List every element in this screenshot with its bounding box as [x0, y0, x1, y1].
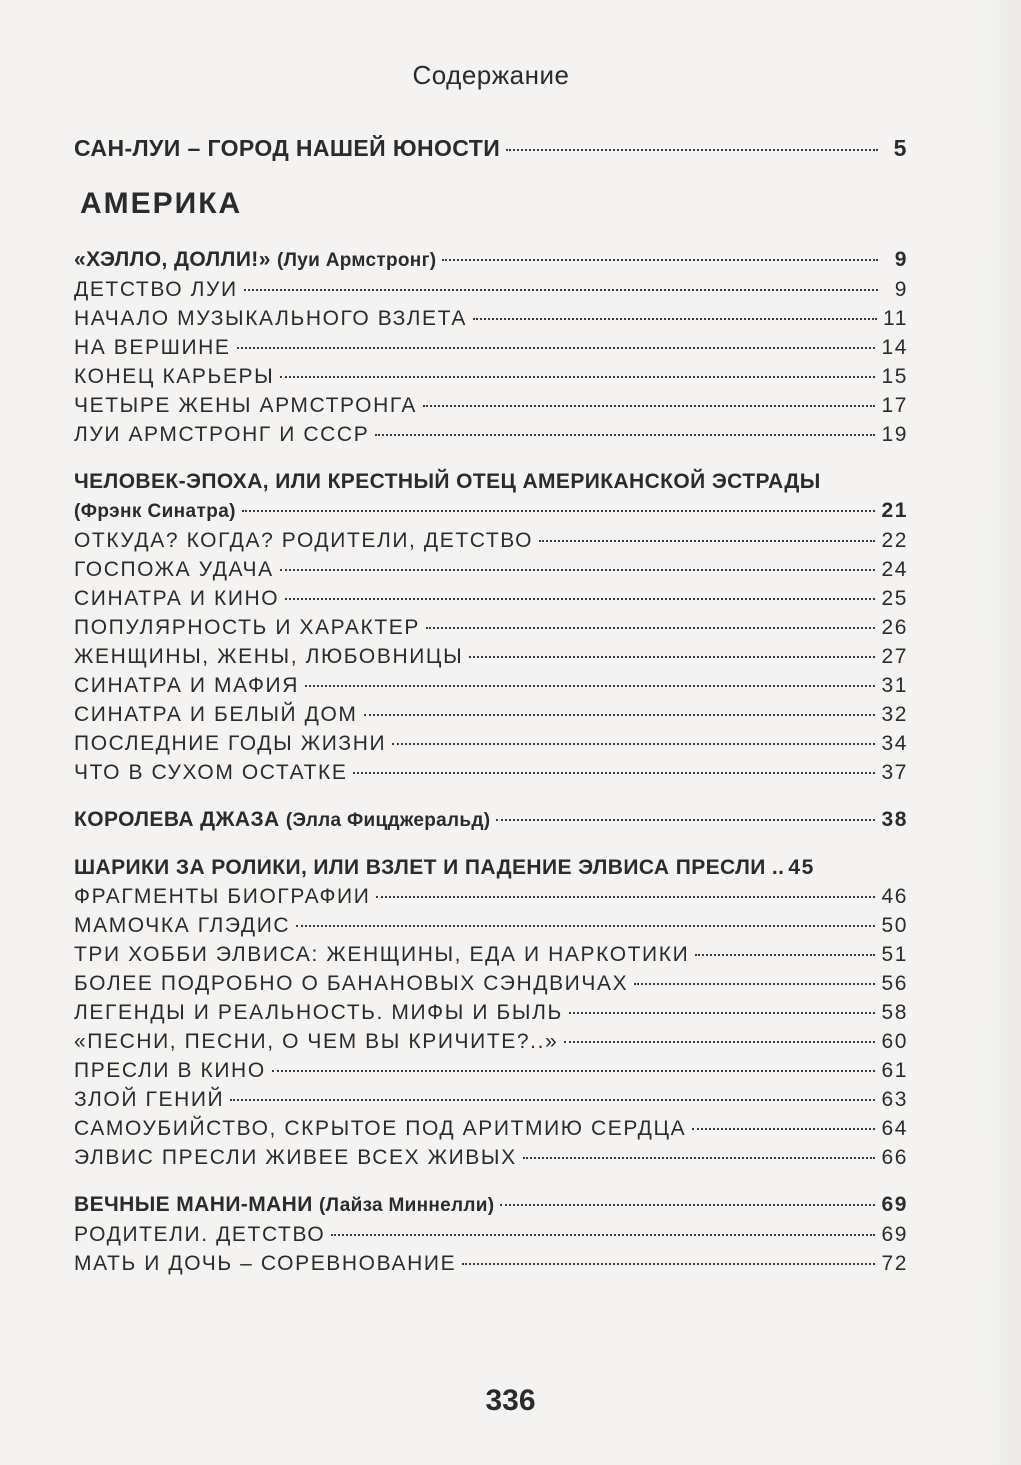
toc-entry[interactable]: [74, 1085, 908, 1114]
dot-leader: [634, 983, 875, 985]
toc-entry-page: 22: [881, 529, 908, 552]
toc-entry[interactable]: [74, 911, 908, 940]
toc-entry-title: БОЛЕЕ ПОДРОБНО О БАНАНОВЫХ СЭНДВИЧАХ: [74, 972, 629, 995]
toc-entry-title: САН-ЛУИ – ГОРОД НАШЕЙ ЮНОСТИ: [74, 135, 501, 161]
toc-entry-page: 37: [881, 761, 908, 784]
chapter-title: «ХЭЛЛО, ДОЛЛИ!» (Луи Армстронг): [74, 248, 437, 271]
toc-entry-title: ПРЕСЛИ В КИНО: [74, 1059, 266, 1082]
toc-entry[interactable]: [74, 555, 908, 584]
dot-leader: [364, 714, 876, 716]
toc-entry-title: ЖЕНЩИНЫ, ЖЕНЫ, ЛЮБОВНИЦЫ: [74, 645, 464, 668]
dot-leader: [506, 149, 878, 151]
toc-entry-page: 66: [881, 1146, 908, 1169]
dot-leader: [695, 954, 875, 956]
toc-entry[interactable]: [74, 333, 908, 362]
toc-entry-title: ФРАГМЕНТЫ БИОГРАФИИ: [74, 885, 371, 908]
toc-entry[interactable]: [74, 1114, 908, 1143]
toc-entry-page: 72: [881, 1252, 908, 1275]
toc-entry-page: 14: [881, 336, 908, 359]
toc-entry-title: СИНАТРА И МАФИЯ: [74, 674, 300, 697]
table-of-contents: [74, 60, 908, 1278]
dot-leader: [392, 743, 875, 745]
toc-entry-page: 11: [883, 307, 908, 330]
toc-entry-title: ЛЕГЕНДЫ И РЕАЛЬНОСТЬ. МИФЫ И БЫЛЬ: [74, 1001, 563, 1024]
dot-leader: [469, 656, 875, 658]
toc-entry-page: 24: [881, 558, 908, 581]
chapter-title: ШАРИКИ ЗА РОЛИКИ, ИЛИ ВЗЛЕТ И ПАДЕНИЕ ЭЛВИСА ПРЕСЛИ ..: [74, 856, 785, 879]
dot-leader: [500, 1204, 875, 1206]
chapter-heading[interactable]: [74, 496, 908, 526]
toc-entry-title: ДЕТСТВО ЛУИ: [74, 278, 238, 301]
toc-entry[interactable]: [74, 969, 908, 998]
chapter-heading[interactable]: [74, 1190, 908, 1220]
dot-leader: [462, 1263, 875, 1265]
toc-entry-title: ТРИ ХОББИ ЭЛВИСА: ЖЕНЩИНЫ, ЕДА И НАРКОТИКИ: [74, 943, 690, 966]
toc-entry-title: МАМОЧКА ГЛЭДИС: [74, 914, 291, 937]
chapter-sinatra: [74, 467, 908, 787]
toc-entry-title: ЗЛОЙ ГЕНИЙ: [74, 1088, 225, 1111]
chapter-title: ВЕЧНЫЕ МАНИ-МАНИ (Лайза Миннелли): [74, 1193, 495, 1216]
chapter-fitzgerald: [74, 805, 908, 835]
toc-entry-page: 50: [881, 914, 908, 937]
toc-entry[interactable]: [74, 1249, 908, 1278]
toc-entry-page: 56: [881, 972, 908, 995]
toc-entry-page: 9: [894, 278, 908, 301]
dot-leader: [564, 1041, 875, 1043]
toc-entry[interactable]: [74, 940, 908, 969]
dot-leader: [296, 925, 875, 927]
chapter-heading[interactable]: [74, 853, 908, 882]
dot-leader: [280, 569, 876, 571]
dot-leader: [692, 1128, 875, 1130]
chapter-page: 69: [881, 1193, 908, 1216]
dot-leader: [423, 405, 875, 407]
dot-leader: [353, 772, 875, 774]
toc-entry-title: СИНАТРА И БЕЛЫЙ ДОМ: [74, 703, 358, 726]
toc-heading: Содержание: [412, 60, 570, 90]
toc-entry-page: 58: [881, 1001, 908, 1024]
toc-entry-title: ГОСПОЖА УДАЧА: [74, 558, 274, 581]
toc-entry-title: ЧЕТЫРЕ ЖЕНЫ АРМСТРОНГА: [74, 394, 418, 417]
toc-entry-title: ЧТО В СУХОМ ОСТАТКЕ: [74, 761, 348, 784]
chapter-title: КОРОЛЕВА ДЖАЗА (Элла Фицджеральд): [74, 808, 491, 831]
chapter-heading[interactable]: [74, 245, 908, 275]
chapter-page: 38: [881, 808, 908, 831]
toc-entry[interactable]: [74, 526, 908, 555]
toc-entry[interactable]: [74, 391, 908, 420]
toc-entry-title: ЭЛВИС ПРЕСЛИ ЖИВЕЕ ВСЕХ ЖИВЫХ: [74, 1146, 517, 1169]
chapter-title[interactable]: ЧЕЛОВЕК-ЭПОХА, ИЛИ КРЕСТНЫЙ ОТЕЦ АМЕРИКАНСКОЙ ЭСТРАДЫ: [74, 470, 821, 493]
toc-entry-page: 46: [881, 885, 908, 908]
dot-leader: [496, 819, 875, 821]
dot-leader: [244, 289, 878, 291]
toc-entry-title: ПОСЛЕДНИЕ ГОДЫ ЖИЗНИ: [74, 732, 387, 755]
page-number: 336: [485, 1384, 536, 1417]
toc-entry[interactable]: [74, 1027, 908, 1056]
toc-entry[interactable]: [74, 729, 908, 758]
toc-entry[interactable]: [74, 758, 908, 787]
toc-entry-page: 32: [881, 703, 908, 726]
toc-entry-page: 27: [881, 645, 908, 668]
toc-entry-page: 69: [881, 1223, 908, 1246]
toc-entry[interactable]: [74, 642, 908, 671]
dot-leader: [539, 540, 875, 542]
toc-entry-page: 60: [881, 1030, 908, 1053]
dot-leader: [523, 1157, 876, 1159]
toc-entry-page: 51: [881, 943, 908, 966]
toc-entry-title: СИНАТРА И КИНО: [74, 587, 280, 610]
dot-leader: [569, 1012, 876, 1014]
toc-entry-page: 61: [881, 1059, 908, 1082]
toc-entry-page: 26: [881, 616, 908, 639]
dot-leader: [305, 685, 875, 687]
toc-entry-title: ПОПУЛЯРНОСТЬ И ХАРАКТЕР: [74, 616, 420, 639]
toc-entry[interactable]: [74, 998, 908, 1027]
dot-leader: [285, 598, 875, 600]
chapter-page: 45: [788, 856, 815, 879]
page-edge-shadow: [981, 0, 1021, 1465]
toc-entry-title: ЛУИ АРМСТРОНГ И СССР: [74, 423, 370, 446]
toc-entry-page: 19: [881, 423, 908, 446]
chapter-heading[interactable]: [74, 805, 908, 835]
toc-entry-title: САМОУБИЙСТВО, СКРЫТОЕ ПОД АРИТМИЮ СЕРДЦА: [74, 1117, 687, 1140]
chapter-presley: [74, 853, 908, 1172]
chapter-armstrong: [74, 245, 908, 449]
toc-entry-page: 63: [881, 1088, 908, 1111]
chapter-subtitle: (Фрэнк Синатра): [74, 501, 236, 522]
dot-leader: [473, 318, 877, 320]
toc-entry[interactable]: [74, 700, 908, 729]
chapter-items: [74, 1220, 908, 1278]
chapter-items: [74, 882, 908, 1172]
toc-entry[interactable]: [74, 1220, 908, 1249]
chapter-items: [74, 526, 908, 787]
toc-entry-title: РОДИТЕЛИ. ДЕТСТВО: [74, 1223, 326, 1246]
toc-entry-page: 34: [881, 732, 908, 755]
toc-entry[interactable]: [74, 1056, 908, 1085]
dot-leader: [426, 627, 875, 629]
dot-leader: [280, 376, 875, 378]
toc-entry-intro[interactable]: [74, 131, 908, 165]
toc-entry[interactable]: [74, 362, 908, 391]
chapter-page: 9: [894, 248, 908, 271]
dot-leader: [376, 896, 875, 898]
chapter-minnelli: [74, 1190, 908, 1278]
toc-entry-title: НА ВЕРШИНЕ: [74, 336, 231, 359]
dot-leader: [375, 434, 875, 436]
toc-entry-title: НАЧАЛО МУЗЫКАЛЬНОГО ВЗЛЕТА: [74, 307, 468, 330]
toc-entry[interactable]: [74, 671, 908, 700]
toc-entry-title: МАТЬ И ДОЧЬ – СОРЕВНОВАНИЕ: [74, 1252, 457, 1275]
toc-entry[interactable]: [74, 304, 908, 333]
toc-entry-page: 64: [881, 1117, 908, 1140]
toc-entry-title: ОТКУДА? КОГДА? РОДИТЕЛИ, ДЕТСТВО: [74, 529, 534, 552]
toc-entry-page: 15: [881, 365, 908, 388]
dot-leader: [242, 510, 876, 512]
toc-entry-title: КОНЕЦ КАРЬЕРЫ: [74, 365, 275, 388]
toc-entry[interactable]: [74, 275, 908, 304]
toc-entry[interactable]: [74, 1143, 908, 1172]
dot-leader: [442, 259, 878, 261]
toc-entry-title: «ПЕСНИ, ПЕСНИ, О ЧЕМ ВЫ КРИЧИТЕ?..»: [74, 1030, 559, 1053]
toc-entry[interactable]: [74, 613, 908, 642]
toc-entry-page: 5: [893, 135, 908, 161]
part-title: АМЕРИКА: [80, 187, 243, 220]
dot-leader: [272, 1070, 876, 1072]
toc-entry-page: 17: [881, 394, 908, 417]
chapter-page: 21: [881, 499, 908, 522]
dot-leader: [331, 1234, 875, 1236]
toc-entry[interactable]: [74, 420, 908, 449]
toc-entry-page: 25: [881, 587, 908, 610]
toc-entry[interactable]: [74, 882, 908, 911]
chapter-items: [74, 275, 908, 449]
dot-leader: [230, 1099, 875, 1101]
toc-entry[interactable]: [74, 584, 908, 613]
dot-leader: [237, 347, 876, 349]
toc-entry-page: 31: [881, 674, 908, 697]
